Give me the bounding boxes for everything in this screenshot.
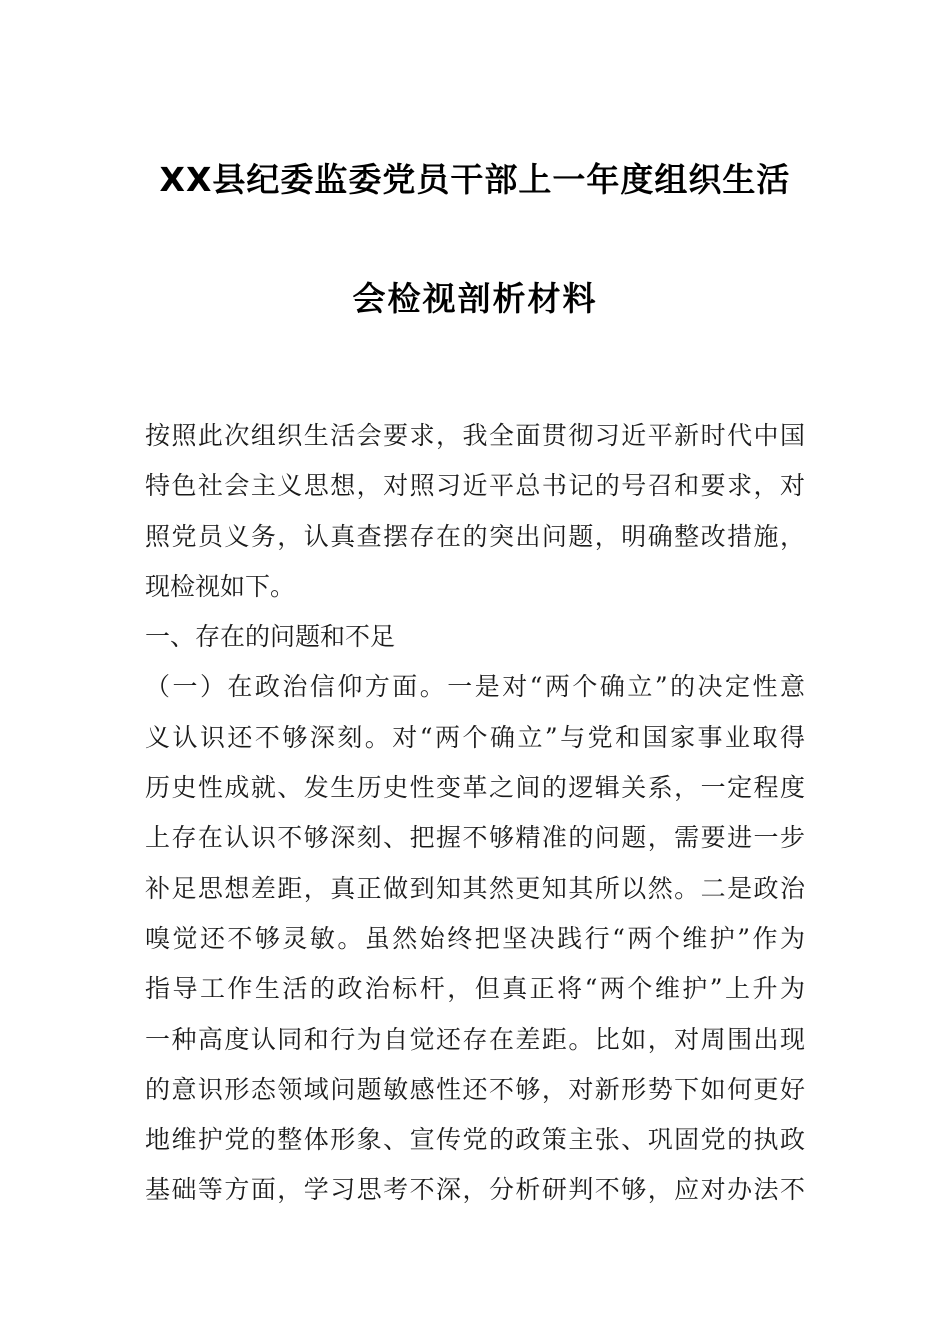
subsection-line-10: 地维护党的整体形象、宣传党的政策主张、巩固党的执政 (145, 1125, 805, 1155)
subsection-line-7: 指导工作生活的政治标杆，但真正将“两个维护”上升为 (145, 974, 805, 1004)
section-heading: 一、存在的问题和不足 (145, 622, 396, 652)
subsection-line-1: （一）在政治信仰方面。一是对“两个确立”的决定性意 (145, 672, 805, 702)
subsection-line-5: 补足思想差距，真正做到知其然更知其所以然。二是政治 (145, 873, 805, 903)
document-title-line-1: XX县纪委监委党员干部上一年度组织生活 (159, 160, 791, 199)
document-body (145, 411, 805, 1216)
subsection-line-8: 一种高度认同和行为自觉还存在差距。比如，对周围出现 (145, 1024, 805, 1054)
subsection-line-9: 的意识形态领域问题敏感性还不够，对新形势下如何更好 (145, 1074, 805, 1104)
subsection-line-4: 上存在认识不够深刻、把握不够精准的问题，需要进一步 (145, 823, 805, 853)
subsection-line-3: 历史性成就、发生历史性变革之间的逻辑关系，一定程度 (145, 773, 805, 803)
document-title-line-2: 会检视剖析材料 (352, 279, 598, 318)
intro-line-4: 现检视如下。 (145, 571, 296, 601)
subsection-line-11: 基础等方面，学习思考不深，分析研判不够，应对办法不 (145, 1175, 805, 1205)
intro-line-3: 照党员义务，认真查摆存在的突出问题，明确整改措施， (145, 521, 805, 551)
intro-line-1: 按照此次组织生活会要求，我全面贯彻习近平新时代中国 (145, 421, 805, 450)
subsection-line-6: 嗅觉还不够灵敏。虽然始终把坚决践行“两个维护”作为 (145, 923, 805, 953)
intro-line-2: 特色社会主义思想，对照习近平总书记的号召和要求，对 (145, 471, 805, 501)
subsection-line-2: 义认识还不够深刻。对“两个确立”与党和国家事业取得 (145, 722, 805, 752)
